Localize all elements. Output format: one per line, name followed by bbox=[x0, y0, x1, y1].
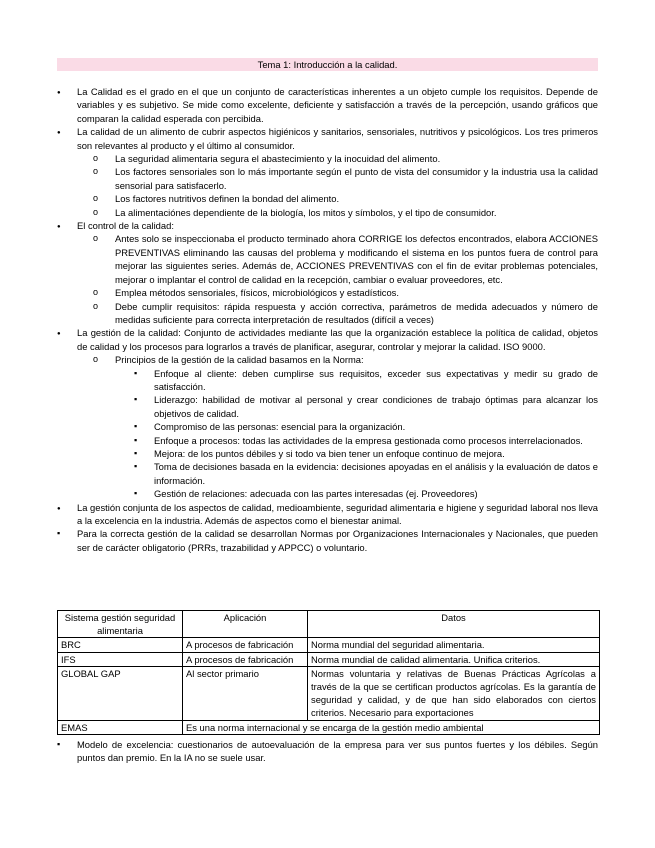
bullet-dot-icon bbox=[57, 326, 61, 341]
sub-sub-bullet: ▪ Gestión de relaciones: adecuada con las partes interesadas (ej. Proveedores) bbox=[154, 487, 598, 500]
page-title: Tema 1: Introducción a la calidad. bbox=[57, 58, 598, 71]
bullet-gestion-conjunta: ● La gestión conjunta de los aspectos de calidad, medioambiente, seguridad alimentaria e higiene y seguridad laboral nos lleva a la excelencia en la industria. Además de aspectos como el bienestar animal. bbox=[77, 501, 598, 528]
table-cell: Al sector primario bbox=[183, 666, 308, 720]
bullet-gestion-calidad: ● La gestión de la calidad: Conjunto de actividades mediante las que la organización establece la política de calidad, objetos de calidad y los procesos para lograrlos a través de planificar, asegurar, controlar y mejorar la calidad. ISO 9000. bbox=[77, 326, 598, 353]
bullet-calidad: ● La Calidad es el grado en el que un conjunto de características inherentes a un objeto cumple los requisitos. Depende de variables y es subjetivo. Se mide como excelente, deficiente y satisfacción a través de la percepción, usando gráficos que comparan la calidad esperada con percibida. bbox=[77, 85, 598, 125]
bullet-square-icon bbox=[134, 460, 137, 475]
normas-table bbox=[57, 610, 600, 735]
sub-sub-bullet: ▪ Mejora: de los puntos débiles y si todo va bien tener un enfoque continuo de mejora. bbox=[154, 447, 598, 460]
bullet-circle-icon bbox=[93, 152, 98, 165]
table-cell: Normas voluntaria y relativas de Buenas Prácticas Agrícolas a través de la que se certifican productos agrícolas. Es la garantía de seguridad y calidad, y de que han sido elaborados con ciertos criterios. Necesario para exportaciones bbox=[308, 666, 600, 720]
table-row bbox=[58, 666, 600, 720]
sub-bullet: o La alimentaciónes dependiente de la biología, los mitos y símbolos, y el tipo de consumidor. bbox=[115, 206, 598, 219]
table-header: Datos bbox=[308, 611, 600, 638]
table-cell: EMAS bbox=[58, 720, 183, 734]
sub-bullet: o Emplea métodos sensoriales, físicos, microbiológicos y estadísticos. bbox=[115, 286, 598, 299]
sub-sub-bullet: ▪ Compromiso de las personas: esencial para la organización. bbox=[154, 420, 598, 433]
sub-bullet: o Los factores nutritivos definen la bondad del alimento. bbox=[115, 192, 598, 205]
table-cell: GLOBAL GAP bbox=[58, 666, 183, 720]
bullet-circle-icon bbox=[93, 165, 98, 178]
table-row bbox=[58, 720, 600, 734]
bullet-modelo-excelencia: ▪ Modelo de excelencia: cuestionarios de autoevaluación de la empresa para ver sus puntos fuertes y los débiles. Según puntos dan premio. En la IA no se suele usar. bbox=[77, 738, 598, 765]
sub-bullet: o Principios de la gestión de la calidad basamos en la Norma: bbox=[115, 353, 598, 366]
bullet-circle-icon bbox=[93, 232, 98, 245]
bullet-calidad-alimento: ● La calidad de un alimento de cubrir aspectos higiénicos y sanitarios, sensoriales, nutritivos y psicológicos. Los tres primeros son relevantes al producto y el último al consumidor. bbox=[77, 125, 598, 152]
bullet-square-icon bbox=[134, 393, 137, 408]
sub-bullet: o Los factores sensoriales son lo más importante según el punto de vista del consumidor y la industria usa la calidad sensorial para satisfacerlo. bbox=[115, 165, 598, 192]
sub-sub-bullet: ▪ Liderazgo: habilidad de motivar al personal y crear condiciones de trabajo óptimas para alcanzar los objetivos de calidad. bbox=[154, 393, 598, 420]
bullet-square-icon bbox=[57, 738, 60, 751]
table-cell: Norma mundial del seguridad alimentaria. bbox=[308, 638, 600, 652]
sub-bullet: o Debe cumplir requisitos: rápida respuesta y acción correctiva, parámetros de medida adecuados y número de medidas suficiente para correcta interpretación de resultados (difícil a veces) bbox=[115, 300, 598, 327]
bullet-circle-icon bbox=[93, 300, 98, 313]
after-table-section bbox=[57, 738, 598, 765]
bullet-circle-icon bbox=[93, 192, 98, 205]
sub-sub-bullet: ▪ Enfoque a procesos: todas las actividades de la empresa gestionada como procesos interrelacionados. bbox=[154, 434, 598, 447]
bullet-control-calidad: ● El control de la calidad: bbox=[77, 219, 598, 232]
sub-bullet: o La seguridad alimentaria segura el abastecimiento y la inocuidad del alimento. bbox=[115, 152, 598, 165]
table-row bbox=[58, 652, 600, 666]
bullet-circle-icon bbox=[93, 353, 98, 366]
table-header: Aplicación bbox=[183, 611, 308, 638]
table-cell: Es una norma internacional y se encarga de la gestión medio ambiental bbox=[183, 720, 600, 734]
table-cell: Norma mundial de calidad alimentaria. Unifica criterios. bbox=[308, 652, 600, 666]
table-cell: A procesos de fabricación bbox=[183, 638, 308, 652]
bullet-circle-icon bbox=[93, 286, 98, 299]
bullet-normas: ▪ Para la correcta gestión de la calidad se desarrollan Normas por Organizaciones Internacionales y Nacionales, que pueden ser de carácter obligatorio (PRRs, trazabilidad y APPCC) o voluntario. bbox=[77, 527, 598, 554]
bullet-dot-icon bbox=[57, 501, 61, 516]
bullet-dot-icon bbox=[57, 85, 61, 100]
sub-sub-bullet: ▪ Enfoque al cliente: deben cumplirse sus requisitos, exceder sus expectativas y medir su grado de satisfacción. bbox=[154, 367, 598, 394]
sub-bullet: o Antes solo se inspeccionaba el producto terminado ahora CORRIGE los defectos encontrados, elabora ACCIONES PREVENTIVAS eliminando las causas del problema y modificando el sistema en los puntos fuera de control para mejorar las siguientes series. Además de, ACCIONES PREVENTIVAS con el fin de evitar problemas potenciales, mejorar o implantar el control de calidad en la recepción, cambiar o evaluar proveedores, etc. bbox=[115, 232, 598, 286]
bullet-circle-icon bbox=[93, 206, 98, 219]
table-cell: IFS bbox=[58, 652, 183, 666]
bullet-square-icon bbox=[134, 367, 137, 382]
bullet-dot-icon bbox=[57, 125, 61, 140]
table-header: Sistema gestión seguridad alimentaria bbox=[58, 611, 183, 638]
sub-sub-bullet: ▪ Toma de decisiones basada en la evidencia: decisiones apoyadas en el análisis y la evaluación de datos e información. bbox=[154, 460, 598, 487]
table-cell: A procesos de fabricación bbox=[183, 652, 308, 666]
table-cell: BRC bbox=[58, 638, 183, 652]
bullet-square-icon bbox=[57, 527, 60, 540]
bullet-dot-icon bbox=[57, 219, 61, 234]
table-header-row bbox=[58, 611, 600, 638]
document-body bbox=[57, 85, 598, 554]
table-row bbox=[58, 638, 600, 652]
